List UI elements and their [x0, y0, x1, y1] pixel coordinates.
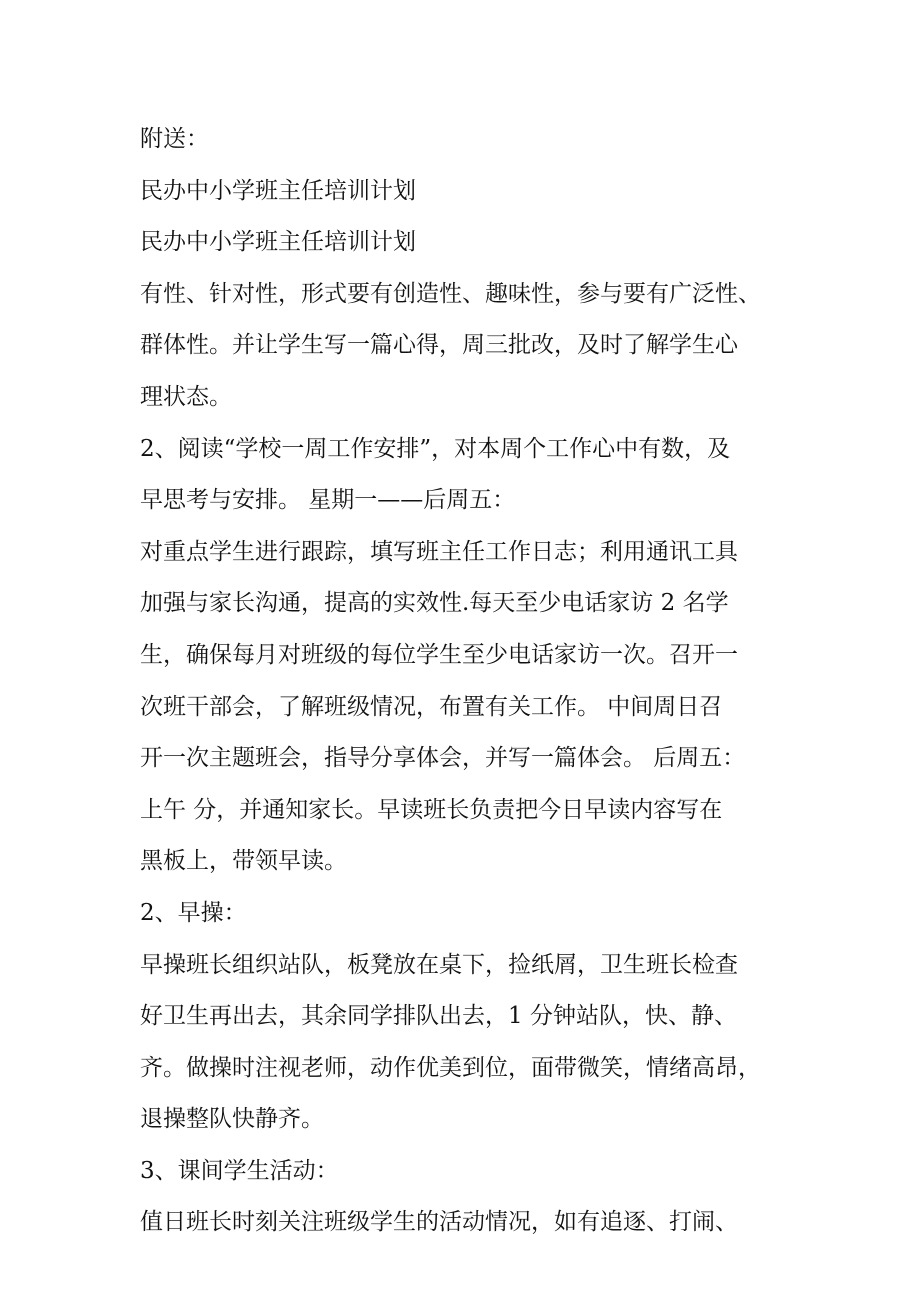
paragraph-line: 齐。做操时注视老师，动作优美到位，面带微笑，情绪高昂， [140, 1054, 761, 1081]
paragraph-line: 好卫生再出去，其余同学排队出去，1 分钟站队，快、静、 [140, 1003, 737, 1030]
paragraph-line: 群体性。并让学生写一篇心得，周三批改，及时了解学生心 [140, 332, 738, 359]
paragraph-line: 上午 分，并通知家长。早读班长负责把今日早读内容写在 [140, 796, 723, 823]
title-training-plan: 民办中小学班主任培训计划 [140, 177, 416, 204]
heading-appendix: 附送： [140, 126, 209, 152]
paragraph-line: 加强与家长沟通，提高的实效性.每天至少电话家访 2 名学 [140, 590, 729, 617]
paragraph-line: 理状态。 [140, 383, 232, 410]
paragraph-line: 对重点学生进行跟踪，填写班主任工作日志；利用通讯工具 [140, 538, 738, 565]
document-body [140, 114, 785, 1249]
paragraph-line: 早操班长组织站队，板凳放在桌下，捡纸屑，卫生班长检查 [140, 951, 738, 978]
paragraph-line: 黑板上，带领早读。 [140, 848, 347, 875]
paragraph-line: 次班干部会，了解班级情况，布置有关工作。 中间周日召 [140, 693, 723, 720]
paragraph-line: 有性、针对性，形式要有创造性、趣味性，参与要有广泛性、 [140, 280, 761, 307]
paragraph-line: 值日班长时刻关注班级学生的活动情况，如有追逐、打闹、 [140, 1209, 738, 1236]
paragraph-line: 2、阅读“学校一周工作安排”，对本周个工作心中有数，及 [140, 435, 731, 462]
section-heading-break-activities: 3、课间学生活动： [140, 1157, 339, 1184]
paragraph-line: 退操整队快静齐。 [140, 1106, 324, 1133]
section-heading-morning-exercise: 2、早操： [140, 899, 247, 926]
paragraph-line: 生，确保每月对班级的每位学生至少电话家访一次。召开一 [140, 641, 738, 668]
paragraph-line: 早思考与安排。 星期一——后周五： [140, 487, 516, 514]
paragraph-line: 开一次主题班会，指导分享体会，并写一篇体会。 后周五： [140, 745, 746, 772]
title-training-plan-repeat: 民办中小学班主任培训计划 [140, 229, 416, 256]
